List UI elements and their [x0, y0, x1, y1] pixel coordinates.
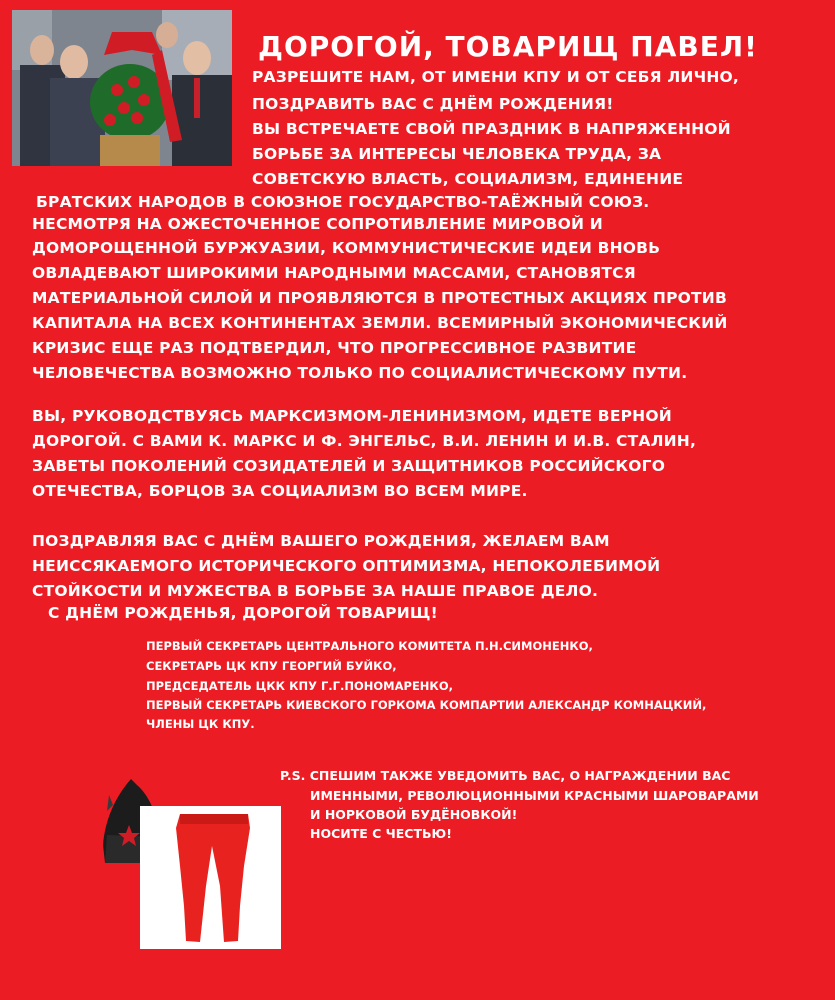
postscript-line: P.S. СПЕШИМ ТАКЖЕ УВЕДОМИТЬ ВАС, О НАГРАЖДЕНИИ ВАС [280, 768, 731, 783]
red-trousers-image [140, 806, 281, 949]
header-photo [12, 10, 232, 166]
postscript-line: НОСИТЕ С ЧЕСТЬЮ! [310, 826, 452, 841]
signature-line: ПЕРВЫЙ СЕКРЕТАРЬ КИЕВСКОГО ГОРКОМА КОМПАРТИИ АЛЕКСАНДР КОМНАЦКИЙ, [146, 698, 707, 712]
signature-line: ПЕРВЫЙ СЕКРЕТАРЬ ЦЕНТРАЛЬНОГО КОМИТЕТА П.Н.СИМОНЕНКО, [146, 639, 593, 653]
letter-line: МАТЕРИАЛЬНОЙ СИЛОЙ И ПРОЯВЛЯЮТСЯ В ПРОТЕСТНЫХ АКЦИЯХ ПРОТИВ [32, 289, 727, 307]
letter-line: РАЗРЕШИТЕ НАМ, ОТ ИМЕНИ КПУ И ОТ СЕБЯ ЛИЧНО, [252, 68, 739, 86]
signature-line: ПРЕДСЕДАТЕЛЬ ЦКК КПУ Г.Г.ПОНОМАРЕНКО, [146, 679, 453, 693]
letter-line: ЧЕЛОВЕЧЕСТВА ВОЗМОЖНО ТОЛЬКО ПО СОЦИАЛИСТИЧЕСКОМУ ПУТИ. [32, 364, 688, 382]
signature-line: ЧЛЕНЫ ЦК КПУ. [146, 717, 255, 731]
letter-line: ОТЕЧЕСТВА, БОРЦОВ ЗА СОЦИАЛИЗМ ВО ВСЕМ МИРЕ. [32, 482, 528, 500]
letter-line: НЕИССЯКАЕМОГО ИСТОРИЧЕСКОГО ОПТИМИЗМА, НЕПОКОЛЕБИМОЙ [32, 557, 661, 575]
letter-line: ЗАВЕТЫ ПОКОЛЕНИЙ СОЗИДАТЕЛЕЙ И ЗАЩИТНИКОВ РОССИЙСКОГО [32, 457, 666, 475]
letter-line: ВЫ ВСТРЕЧАЕТЕ СВОЙ ПРАЗДНИК В НАПРЯЖЕННОЙ [252, 120, 731, 138]
letter-line: БОРЬБЕ ЗА ИНТЕРЕСЫ ЧЕЛОВЕКА ТРУДА, ЗА [252, 145, 662, 163]
letter-line: ПОЗДРАВЛЯЯ ВАС С ДНЁМ ВАШЕГО РОЖДЕНИЯ, ЖЕЛАЕМ ВАМ [32, 532, 610, 550]
letter-line: ОВЛАДЕВАЮТ ШИРОКИМИ НАРОДНЫМИ МАССАМИ, СТАНОВЯТСЯ [32, 264, 636, 282]
letter-line: СОВЕТСКУЮ ВЛАСТЬ, СОЦИАЛИЗМ, ЕДИНЕНИЕ [252, 170, 684, 188]
letter-line: ПОЗДРАВИТЬ ВАС С ДНЁМ РОЖДЕНИЯ! [252, 95, 614, 113]
letter-line: КРИЗИС ЕЩЕ РАЗ ПОДТВЕРДИЛ, ЧТО ПРОГРЕССИВНОЕ РАЗВИТИЕ [32, 339, 637, 357]
letter-line: КАПИТАЛА НА ВСЕХ КОНТИНЕНТАХ ЗЕМЛИ. ВСЕМИРНЫЙ ЭКОНОМИЧЕСКИЙ [32, 314, 728, 332]
letter-line: БРАТСКИХ НАРОДОВ В СОЮЗНОЕ ГОСУДАРСТВО-ТАЁЖНЫЙ СОЮЗ. [36, 193, 650, 211]
letter-line: С ДНЁМ РОЖДЕНЬЯ, ДОРОГОЙ ТОВАРИЩ! [48, 604, 438, 622]
letter-line: СТОЙКОСТИ И МУЖЕСТВА В БОРЬБЕ ЗА НАШЕ ПРАВОЕ ДЕЛО. [32, 582, 599, 600]
signature-line: СЕКРЕТАРЬ ЦК КПУ ГЕОРГИЙ БУЙКО, [146, 659, 397, 673]
greeting-title: ДОРОГОЙ, ТОВАРИЩ ПАВЕЛ! [258, 30, 758, 63]
letter-line: ВЫ, РУКОВОДСТВУЯСЬ МАРКСИЗМОМ-ЛЕНИНИЗМОМ, ИДЕТЕ ВЕРНОЙ [32, 407, 672, 425]
letter-line: ДОМОРОЩЕННОЙ БУРЖУАЗИИ, КОММУНИСТИЧЕСКИЕ ИДЕИ ВНОВЬ [32, 239, 661, 257]
letter-line: ДОРОГОЙ. С ВАМИ К. МАРКС И Ф. ЭНГЕЛЬС, В.И. ЛЕНИН И И.В. СТАЛИН, [32, 432, 697, 450]
letter-line: НЕСМОТРЯ НА ОЖЕСТОЧЕННОЕ СОПРОТИВЛЕНИЕ МИРОВОЙ И [32, 215, 603, 233]
postscript-line: И НОРКОВОЙ БУДЁНОВКОЙ! [310, 807, 518, 822]
postscript-line: ИМЕННЫМИ, РЕВОЛЮЦИОННЫМИ КРАСНЫМИ ШАРОВАРАМИ [310, 788, 759, 803]
